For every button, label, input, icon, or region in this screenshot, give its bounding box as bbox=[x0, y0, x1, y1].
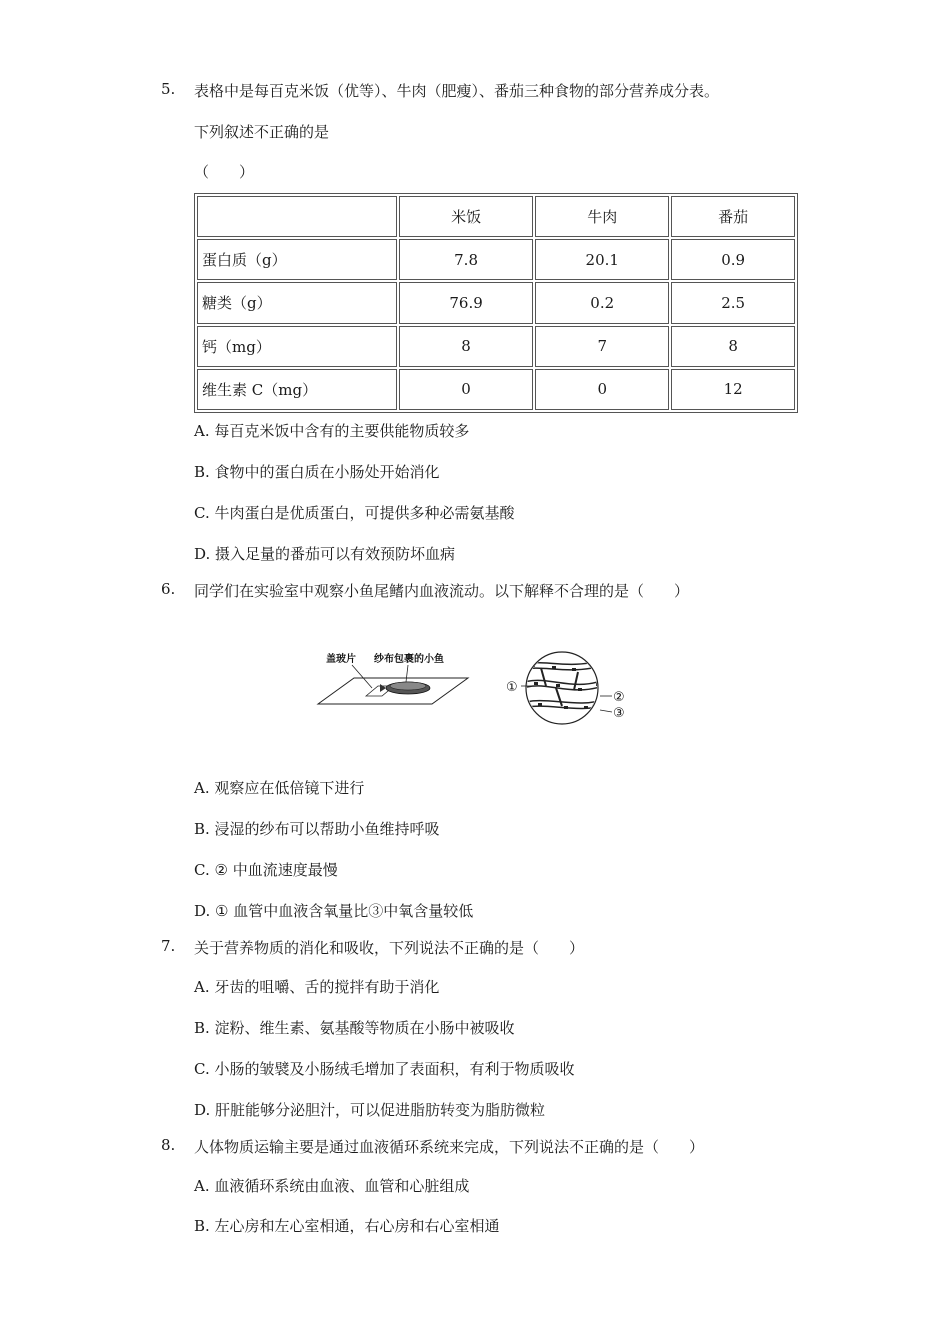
table-row bbox=[197, 239, 795, 280]
option-b: B. 淀粉、维生素、氨基酸等物质在小肠中被吸收 bbox=[194, 1019, 515, 1037]
table-cell: 8 bbox=[399, 326, 533, 367]
table-header-row bbox=[197, 196, 795, 237]
table-cell: 76.9 bbox=[399, 282, 533, 323]
fish-tail-experiment-figure bbox=[316, 646, 638, 730]
question-6-number: 6. bbox=[161, 580, 176, 598]
option-d: D. 肝脏能够分泌胆汁，可以促进脂肪转变为脂肪微粒 bbox=[194, 1101, 546, 1119]
row-label: 糖类（g） bbox=[197, 282, 397, 323]
option-d: D. ① 血管中血液含氧量比③中氧含量较低 bbox=[194, 902, 474, 920]
question-7-text: 关于营养物质的消化和吸收，下列说法不正确的是（ ） bbox=[194, 939, 585, 957]
question-5-answer-paren: （ ） bbox=[194, 163, 255, 181]
question-8-text: 人体物质运输主要是通过血液循环系统来完成，下列说法不正确的是（ ） bbox=[194, 1138, 705, 1156]
table-cell: 0.9 bbox=[671, 239, 795, 280]
question-5-text: 表格中是每百克米饭（优等）、牛肉（肥瘦）、番茄三种食物的部分营养成分表。 bbox=[194, 82, 720, 100]
table-cell: 2.5 bbox=[671, 282, 795, 323]
fish-label: 纱布包裹的小鱼 bbox=[374, 654, 444, 665]
option-b: B. 左心房和左心室相通，右心房和右心室相通 bbox=[194, 1217, 500, 1235]
table-cell: 0 bbox=[535, 369, 669, 410]
option-d: D. 摄入足量的番茄可以有效预防坏血病 bbox=[194, 545, 456, 563]
table-cell: 12 bbox=[671, 369, 795, 410]
table-header-cell: 牛肉 bbox=[535, 196, 669, 237]
option-c: C. ② 中血流速度最慢 bbox=[194, 861, 338, 879]
marker-1: ① bbox=[506, 680, 518, 695]
marker-3: ③ bbox=[613, 706, 625, 721]
option-a: A. 观察应在低倍镜下进行 bbox=[194, 779, 365, 797]
row-label: 钙（mg） bbox=[197, 326, 397, 367]
question-5-text-line2: 下列叙述不正确的是 bbox=[194, 123, 330, 141]
table-cell: 0 bbox=[399, 369, 533, 410]
option-b: B. 食物中的蛋白质在小肠处开始消化 bbox=[194, 463, 440, 481]
table-cell: 20.1 bbox=[535, 239, 669, 280]
option-b: B. 浸湿的纱布可以帮助小鱼维持呼吸 bbox=[194, 820, 440, 838]
coverslip-label: 盖玻片 bbox=[326, 654, 356, 665]
table-row bbox=[197, 282, 795, 323]
question-7-number: 7. bbox=[161, 937, 176, 955]
row-label: 维生素 C（mg） bbox=[197, 369, 397, 410]
table-cell: 0.2 bbox=[535, 282, 669, 323]
question-8-number: 8. bbox=[161, 1136, 176, 1154]
table-header-cell: 番茄 bbox=[671, 196, 795, 237]
row-label: 蛋白质（g） bbox=[197, 239, 397, 280]
table-cell: 8 bbox=[671, 326, 795, 367]
question-5-number: 5. bbox=[161, 80, 176, 98]
table-row bbox=[197, 369, 795, 410]
option-a: A. 血液循环系统由血液、血管和心脏组成 bbox=[194, 1177, 470, 1195]
experiment-illustration bbox=[316, 646, 638, 730]
table-cell: 7 bbox=[535, 326, 669, 367]
table-header-cell: 米饭 bbox=[399, 196, 533, 237]
nutrition-table bbox=[194, 193, 798, 413]
table-row bbox=[197, 326, 795, 367]
option-a: A. 牙齿的咀嚼、舌的搅拌有助于消化 bbox=[194, 978, 440, 996]
question-6-text: 同学们在实验室中观察小鱼尾鳍内血液流动。以下解释不合理的是（ ） bbox=[194, 582, 690, 600]
option-a: A. 每百克米饭中含有的主要供能物质较多 bbox=[194, 422, 470, 440]
option-c: C. 牛肉蛋白是优质蛋白，可提供多种必需氨基酸 bbox=[194, 504, 515, 522]
option-c: C. 小肠的皱襞及小肠绒毛增加了表面积，有利于物质吸收 bbox=[194, 1060, 575, 1078]
table-header-cell bbox=[197, 196, 397, 237]
table-cell: 7.8 bbox=[399, 239, 533, 280]
marker-2: ② bbox=[613, 690, 625, 705]
